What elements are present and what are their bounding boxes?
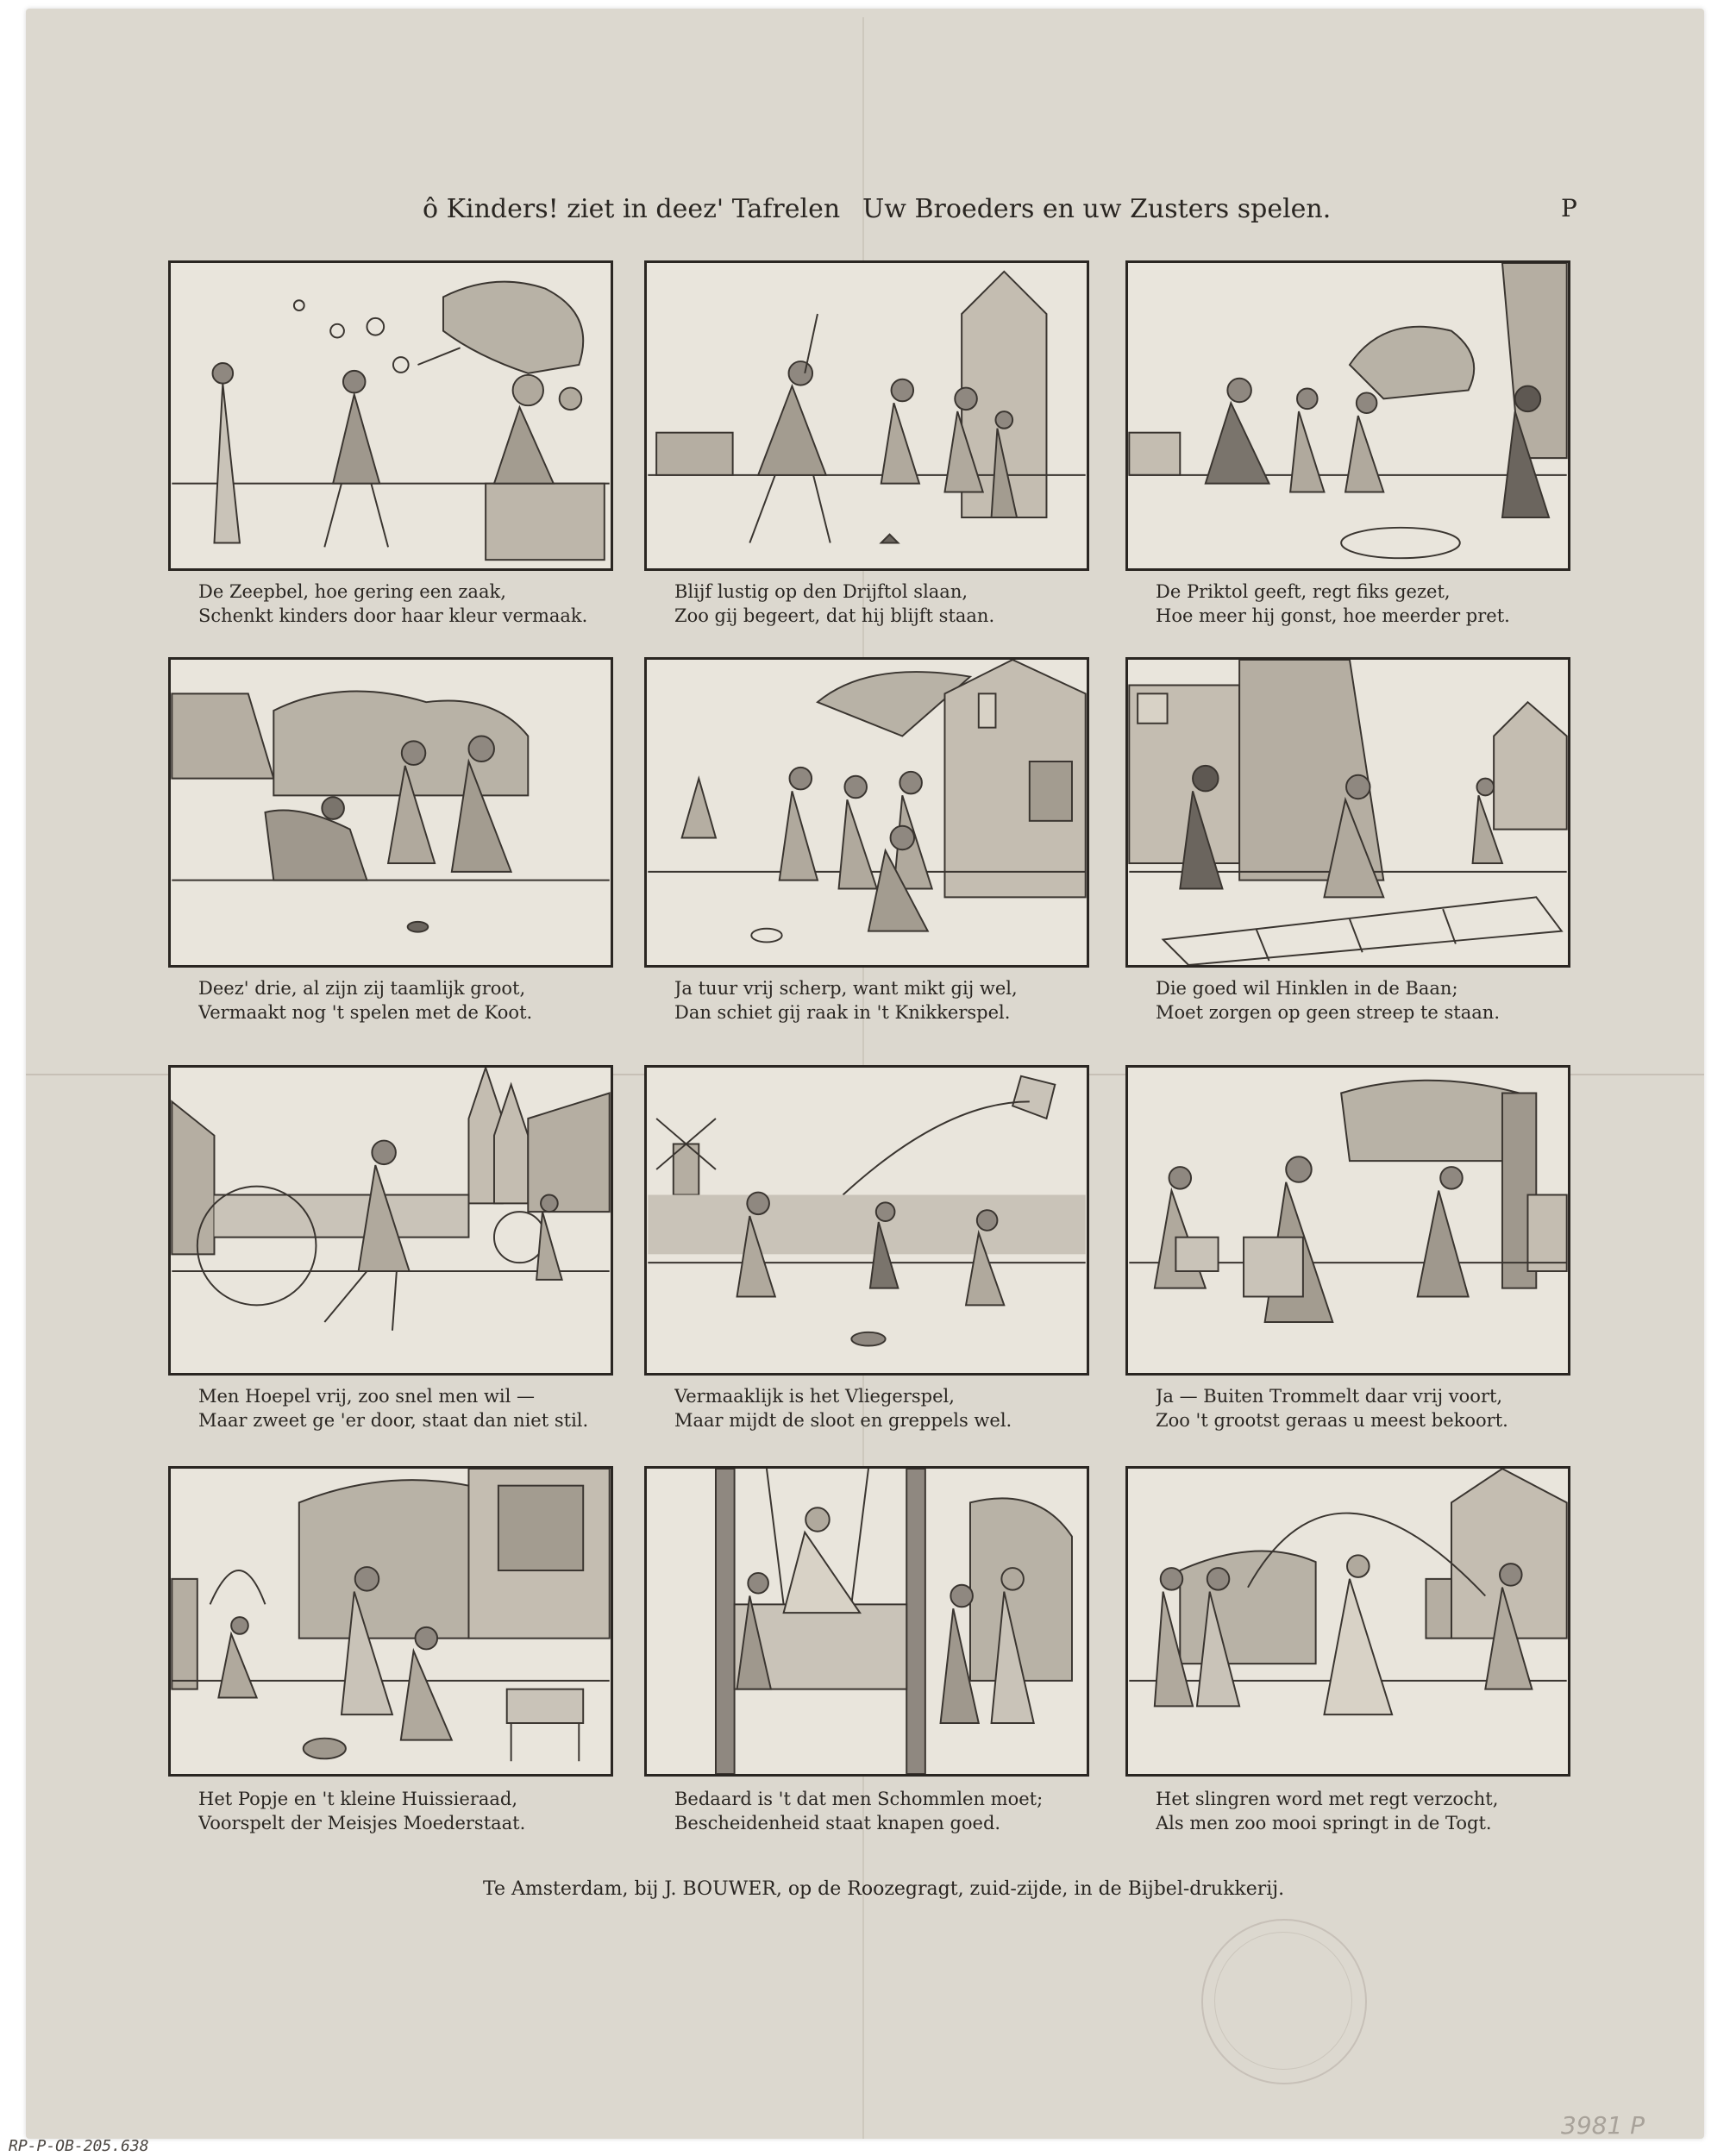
title-left: ô Kinders! ziet in deez' Tafrelen: [423, 194, 841, 224]
woodcut-illustration-trommelt: [1128, 1068, 1568, 1373]
caption-hoepel: [198, 1384, 681, 1436]
woodcut-illustration-hinklen: [1128, 660, 1568, 965]
woodcut-panel-trommelt: [1125, 1065, 1570, 1376]
woodcut-illustration-popje: [171, 1469, 611, 1774]
pencil-number: 3981 P: [1561, 2111, 1645, 2140]
woodcut-illustration-schommlen: [647, 1469, 1087, 1774]
caption-popje: [198, 1787, 681, 1839]
caption-line-1: Blijf lustig op den Drijftol slaan,: [674, 581, 968, 602]
woodcut-illustration-knikkerspel: [647, 660, 1087, 965]
woodcut-illustration-touwtje-springen: [1128, 1469, 1568, 1774]
woodcut-panel-touwtje-springen: [1125, 1466, 1570, 1777]
woodcut-panel-priktol: [1125, 260, 1570, 571]
woodcut-illustration-hoepel: [171, 1068, 611, 1373]
caption-line-1: Men Hoepel vrij, zoo snel men wil —: [198, 1386, 536, 1407]
woodcut-illustration-drijftol: [647, 263, 1087, 568]
caption-line-1: Vermaaklijk is het Vliegerspel,: [674, 1386, 955, 1407]
title-right: Uw Broeders en uw Zusters spelen.: [862, 194, 1332, 224]
caption-priktol: [1156, 580, 1639, 631]
woodcut-panel-hoepel: [168, 1065, 613, 1376]
caption-hinklen: [1156, 976, 1639, 1028]
caption-line-1: De Zeepbel, hoe gering een zaak,: [198, 581, 506, 602]
woodcut-panel-schommlen: [644, 1466, 1089, 1777]
caption-line-2: Dan schiet gij raak in 't Knikkerspel.: [674, 1002, 1011, 1023]
collection-stamp-inner-ring: [1214, 1932, 1352, 2070]
caption-line-1: Ja tuur vrij scherp, want mikt gij wel,: [674, 978, 1018, 999]
caption-line-2: Bescheidenheid staat knapen goed.: [674, 1813, 1001, 1833]
caption-line-2: Schenkt kinders door haar kleur vermaak.: [198, 605, 588, 626]
woodcut-panel-zeepbel: [168, 260, 613, 571]
woodcut-panel-hinklen: [1125, 657, 1570, 968]
caption-line-1: Die goed wil Hinklen in de Baan;: [1156, 978, 1458, 999]
caption-line-2: Maar zweet ge 'er door, staat dan niet stil.: [198, 1410, 589, 1431]
caption-line-2: Vermaakt nog 't spelen met de Koot.: [198, 1002, 533, 1023]
sheet-title: [405, 194, 1371, 237]
caption-trommelt: [1156, 1384, 1639, 1436]
woodcut-panel-drijftol: [644, 260, 1089, 571]
caption-vliegerspel: [674, 1384, 1157, 1436]
woodcut-panel-popje: [168, 1466, 613, 1777]
caption-line-1: Het slingren word met regt verzocht,: [1156, 1789, 1499, 1809]
woodcut-illustration-zeepbel: [171, 263, 611, 568]
signature-mark: P: [1561, 194, 1577, 222]
caption-line-1: De Priktol geeft, regt fiks gezet,: [1156, 581, 1451, 602]
woodcut-panel-knikkerspel: [644, 657, 1089, 968]
woodcut-illustration-koot: [171, 660, 611, 965]
caption-knikkerspel: [674, 976, 1157, 1028]
caption-line-1: Ja — Buiten Trommelt daar vrij voort,: [1156, 1386, 1503, 1407]
caption-line-2: Moet zorgen op geen streep te staan.: [1156, 1002, 1500, 1023]
caption-line-2: Als men zoo mooi springt in de Togt.: [1156, 1813, 1492, 1833]
caption-zeepbel: [198, 580, 681, 631]
woodcut-illustration-priktol: [1128, 263, 1568, 568]
caption-drijftol: [674, 580, 1157, 631]
caption-line-2: Maar mijdt de sloot en greppels wel.: [674, 1410, 1012, 1431]
woodcut-panel-vliegerspel: [644, 1065, 1089, 1376]
woodcut-illustration-vliegerspel: [647, 1068, 1087, 1373]
caption-line-1: Bedaard is 't dat men Schommlen moet;: [674, 1789, 1044, 1809]
caption-line-2: Voorspelt der Meisjes Moederstaat.: [198, 1813, 526, 1833]
caption-line-2: Hoe meer hij gonst, hoe meerder pret.: [1156, 605, 1510, 626]
caption-touwtje-springen: [1156, 1787, 1639, 1839]
caption-line-2: Zoo gij begeert, dat hij blijft staan.: [674, 605, 995, 626]
accession-number: RP-P-OB-205.638: [9, 2137, 149, 2155]
caption-schommlen: [674, 1787, 1157, 1839]
caption-line-1: Deez' drie, al zijn zij taamlijk groot,: [198, 978, 526, 999]
caption-line-1: Het Popje en 't kleine Huissieraad,: [198, 1789, 518, 1809]
printer-imprint: Te Amsterdam, bij J. BOUWER, op de Roozegragt, zuid-zijde, in de Bijbel-drukkerij.: [483, 1878, 1285, 1900]
caption-line-2: Zoo 't grootst geraas u meest bekoort.: [1156, 1410, 1508, 1431]
woodcut-panel-koot: [168, 657, 613, 968]
caption-koot: [198, 976, 681, 1028]
